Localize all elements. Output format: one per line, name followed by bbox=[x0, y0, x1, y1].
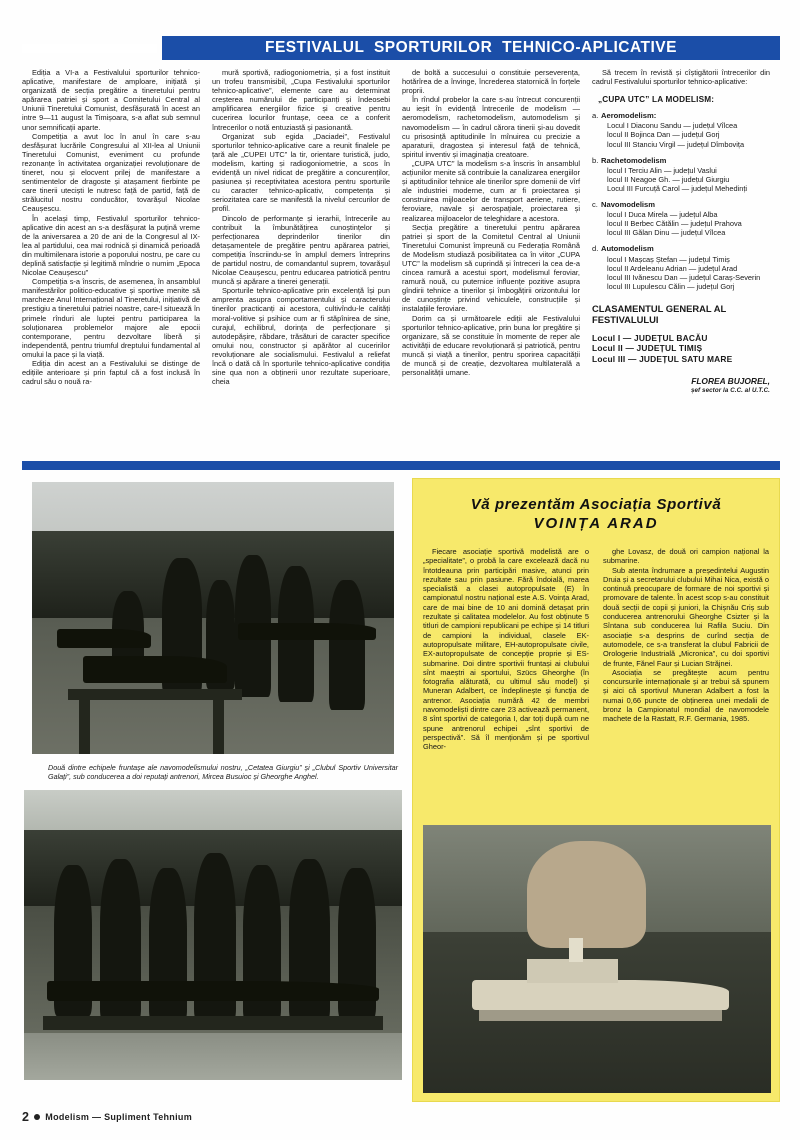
category-heading-rachetomodelism bbox=[592, 156, 770, 165]
article-byline bbox=[592, 376, 770, 396]
result-entry: locul III Gălan Dinu — județul Vîlcea bbox=[607, 228, 726, 238]
page-footer bbox=[22, 1110, 192, 1124]
photo-model-mast bbox=[569, 938, 583, 962]
result-entry: locul II Berbec Cătălin — județul Prahova bbox=[607, 219, 742, 229]
paragraph: Fiecare asociație sportivă modelistă are o „specialitate”, o probă la care excelează dacă nu întotdeauna prin participări masive, atunci prin rezultate sau prin pasiune. Fără îndoială, marea specialistă a clasei autopropulsate (E) în campionatul nostru național este A.S. Voința Arad, care de mai bine de 10 ani domină detașat prin rezultate și calitatea modelelor. Au fost obținute 5 titluri de campioni republicani pe echipe și 14 titluri de campioni la individual, clasele EK-autopropulsate militare, EH-autopropulsate civile, EX-autopropulsate de concepție proprie și ES-submarine. Doi dintre sportivii fruntași ai clubului sînt maeștri ai sportului, Szücs Gheorghe (în fotografia alăturată, cu ultimul său model) și Muneran Adalbert, ce îndeplinește și funcția de antrenor. Asociația numără 42 de membri navomodeliști dintre care 23 activează permanent, 8 sînt sportivi de categoria I, dar toți după cum ne spune antrenorul echipei „sînt sportivi de perspectivă”. Să îl menționăm și pe sportivul Gheor- bbox=[423, 547, 589, 752]
result-entry: Locul I Diaconu Sandu — județul Vîlcea bbox=[607, 121, 738, 131]
photo-model-superstructure bbox=[527, 959, 617, 983]
article-column-2 bbox=[212, 68, 390, 396]
paragraph: ghe Lovasz, de două ori campion național la submarine. bbox=[603, 547, 769, 566]
result-entry: locul III Ivănescu Dan — județul Caraș-Severin bbox=[607, 272, 761, 282]
voinita-column-left bbox=[423, 547, 589, 752]
byline-author: FLOREA BUJOREL, bbox=[691, 376, 770, 387]
result-entry: locul III Lupulescu Călin — județul Gorj bbox=[607, 281, 735, 291]
photo-table bbox=[43, 1016, 383, 1031]
paragraph: Organizat sub egida „Daciadei”, Festivalul sporturilor tehnico-aplicative care a reunit finalele pe țară ale „CUPEI UTC” la tir, orientare turistică, judo, modelism, karting și radiogoniometrie, a scos în evidență un nivel ridicat de pregătire a concurenților, pasiunea și receptivitatea acestora pentru sporturile cu caracter tehnico-aplicativ, competența și seriozitatea care se manifestă la nivelul cercurilor de profil. bbox=[212, 131, 390, 214]
results-intro: Să trecem în revistă și cîștigătorii întrecerilor din cadrul Festivalului sporturilor tehnico-aplicative: bbox=[592, 68, 770, 87]
category-heading-navomodelism bbox=[592, 200, 770, 209]
photo-model-waterline bbox=[479, 1010, 723, 1021]
paragraph: Ediția a VI-a a Festivalului sporturilor tehnico-aplicative, manifestare de amploare, inițiată și organizată de secția pregătire a tineretului pentru apărarea patriei și sport a Comitetului Central al Uniunii Tineretului Comunist, desfășurată în acest an intre 9—11 august la Timișoara, s-a aflat sub semnul unor semnificații aparte. bbox=[22, 68, 200, 132]
category-name: Aeromodelism: bbox=[601, 111, 657, 121]
photo-table-leg bbox=[79, 700, 90, 754]
footer-text: Modelism — Supliment Tehnium bbox=[45, 1112, 193, 1122]
result-entry: locul II Neagoe Gh. — județul Giurgiu bbox=[607, 174, 730, 184]
result-entry: Locul III Furcuță Carol — județul Mehedinți bbox=[607, 183, 748, 193]
paragraph: Competiția s-a înscris, de asemenea, în ansamblul manifestărilor politico-educative și sportive menite să marcheze Anul Internațional al Tineretului, inițiativă de prestigiu a tineretului patriei noastre, care-l situează în primele rînduri ale luptei pentru participarea la soluționarea problemelor majore ale epocii contemporane, pentru dezvoltare liberă și independentă, pentru triumful dreptului fundamental al omului la pace și la viață. bbox=[22, 277, 200, 359]
article-column-3 bbox=[402, 68, 580, 396]
photo-person bbox=[329, 580, 365, 711]
results-section-title: „CUPA UTC” LA MODELISM: bbox=[598, 95, 715, 105]
paragraph: Sporturile tehnico-aplicative prin excelență își pun amprenta asupra comportamentului și caracterului tinerilor practicanți ai acestora, cultivîndu-le calități moral-volitive și psihice cum ar fi stăpînirea de sine, curajul, echilibrul, dorința de perfecționare și autodepășire, răbdare, trăsături de caracter specifice omului nou, constructor și apărător al cuceririlor revoluționare ale socialismului. Festivalul a reliefat încă o dată că în sporturile tehnico-aplicative condiția sine qua non a obținerii unor rezultate superioare, cheia bbox=[212, 286, 390, 387]
photo-ship-model bbox=[83, 656, 228, 683]
byline-role: șef sector la C.C. al U.T.C. bbox=[690, 387, 770, 395]
result-entry: locul II Ardeleanu Adrian — județul Arad bbox=[607, 263, 738, 273]
voinita-arad-panel bbox=[412, 478, 780, 1102]
page-number: 2 bbox=[22, 1110, 30, 1124]
general-ranking-title: CLASAMENTUL GENERAL AL FESTIVALULUI bbox=[592, 302, 727, 325]
category-name: Navomodelism bbox=[601, 200, 656, 210]
category-name: Automodelism bbox=[601, 244, 654, 254]
title-line-1: Vă prezentăm Asociația Sportivă bbox=[470, 496, 722, 513]
bottom-section bbox=[22, 472, 780, 1102]
section-divider-bar bbox=[22, 461, 780, 470]
category-letter: b. bbox=[592, 155, 599, 165]
category-letter: d. bbox=[592, 244, 599, 254]
bullet-icon bbox=[34, 1114, 40, 1120]
paragraph: mură sportivă, radiogoniometria, și a fost instituit un trofeu transmisibil, „Cupa Festivalului sporturilor tehnico-aplicative”, elemente care au determinat creșterea numărului de participanți și îndeosebi amplificarea energiilor fizice și creative pentru cucerirea locurilor fruntașe, ceea ce a conferit întrecerilor o notă entuziastă și pasionantă. bbox=[212, 68, 390, 132]
photo-submarine-model bbox=[423, 825, 771, 1093]
photo-team-with-models bbox=[24, 790, 402, 1080]
photo-caption: Două dintre echipele fruntașe ale navomodelismului nostru, „Cetatea Giurgiu” și „Clubul Sportiv Universitar Galați”, sub conducerea a doi reputați antrenori, Mircea Busuioc și Gheorghe Anghel. bbox=[48, 763, 398, 782]
photo-ship-model bbox=[238, 623, 376, 639]
paragraph: de boltă a succesului o constituie perseverența, hotărîrea de a învinge, încrederea statornică în forțele proprii. bbox=[402, 68, 580, 96]
result-entry: locul II Bojinca Dan — județul Gorj bbox=[607, 130, 720, 140]
photo-navomodelism-teams bbox=[32, 482, 394, 754]
photo-ship-model bbox=[57, 629, 151, 648]
ranking-row: Locul III — JUDEȚUL SATU MARE bbox=[592, 353, 733, 364]
banner-left-stub bbox=[22, 44, 157, 53]
paragraph: Competiția a avut loc în anul în care s-au desfășurat lucrările Congresului al XII-lea al Uniunii Tineretului Comunist, eveniment cu profunde rezonanțe în activitatea organizației revoluționare de tineret, nou și elocvent prilej de manifestare a sentimentelor de dragoste și atașament fierbinte pe care tinerii uteciști le nutresc față de partid, față de strălucitul nostru conducător, tovarășul Nicolae Ceaușescu. bbox=[22, 131, 200, 214]
photo-water bbox=[24, 1033, 402, 1079]
ranking-row: Locul I — JUDEȚUL BACĂU bbox=[592, 332, 708, 343]
photo-table bbox=[68, 689, 242, 700]
paragraph: Sub atenta îndrumare a președintelui Augustin Druia și a secretarului clubului Mihai Nica, există o continuă preocupare de formare de noi sportivi și promovare de talente. În acest scop s-au constituit două secții de copii și juniori, la Chișnău Criș sub conducerea antrenorului Gheorghe Csizter și la Sîntana sub conducerea lui Rafila Suciu. Din asociație s-a desprins de curînd secția de automodele, ce s-a transferat la clubul Fabricii de Orologerie Industrială „Micronica”, cu doi sportivi de frunte, Fănel Faur și Lucian Străjnei. bbox=[603, 565, 769, 668]
voinita-arad-columns bbox=[423, 547, 769, 752]
result-entry: locul I Mașcaș Ștefan — județul Timiș bbox=[607, 254, 730, 264]
paragraph: Asociația se pregătește acum pentru concursurile internaționale și ar trebui să spunem și aici că sportivul Muneran Adalbert a fost la numai 0,66 puncte de obținerea unei medalii de bronz la Campionatul mondial de navomodele machete de la Rastatt, R.F. Germania, 1985. bbox=[603, 667, 769, 724]
voinita-arad-title bbox=[423, 495, 769, 533]
paragraph: Secția pregătire a tineretului pentru apărarea patriei și sport de la Comitetul Central al Uniunii Tineretului Comunist împreună cu Federația Română de Modelism studiază posibilitatea ca în viitor „CUPA UTC” la modelism să cuprindă și întreceri la cea de-a cincea ramură a acestui sport, modelismul feroviar, ramură nouă, cu puternice influențe pozitive asupra gîndirii tehnice a tinerilor și îmbogățirii orizontului lor de cunoștințe privind vehiculele, construcțiile și instalațiile feroviare. bbox=[402, 222, 580, 314]
photo-table-leg bbox=[213, 700, 224, 754]
title-line-2: VOINȚA ARAD bbox=[533, 515, 659, 532]
voinita-column-right bbox=[603, 547, 769, 752]
photo-model-hull bbox=[472, 980, 730, 1009]
paragraph: Dincolo de performanțe și ierarhii, întrecerile au contribuit la îmbunătățirea cunoștințelor și perfecționarea deprinderilor tinerilor din detașamentele de pregătire pentru apărarea patriei, competiția înscriindu-se în amplul demers întreprins de partidul nostru, de comandantul suprem, tovarășul Nicolae Ceaușescu, pentru educarea patriotică pentru muncă și apărare a tinerei generații. bbox=[212, 213, 390, 287]
paragraph: Dorim ca și următoarele ediții ale Festivalului sporturilor tehnico-aplicative, prin buna lor pregătire și organizare, să se constituie în momente de reper ale activității de educare revoluționară și patriotică, pentru muncă și viață a tinerilor, pentru sporirea capacității de muncă și de creație, dezvoltarea multilaterală a personalității umane. bbox=[402, 313, 580, 378]
category-heading-aeromodelism bbox=[592, 111, 770, 120]
result-entry: locul I Terciu Alin — județul Vaslui bbox=[607, 165, 717, 175]
paragraph: „CUPA UTC” la modelism s-a înscris în ansamblul acțiunilor menite să contribuie la canalizarea energiilor și aptitudinilor tehnice ale tinerilor spre domenii de vîrf ale industriei moderne, cum ar fi proiectarea și construirea mijloacelor de transport aeriene, rutiere, feroviare, navale și aerospațiale, proiectarea și realizarea mijloacelor de teleghidare a acestora. bbox=[402, 158, 580, 223]
category-name: Rachetomodelism bbox=[601, 155, 667, 165]
photo-hand bbox=[527, 841, 645, 948]
ranking-row: Locul II — JUDEȚUL TIMIȘ bbox=[592, 343, 703, 354]
category-letter: c. bbox=[592, 200, 598, 210]
article-column-4-results bbox=[592, 68, 770, 396]
photo-ship-model bbox=[47, 981, 380, 1001]
page-title: FESTIVALUL SPORTURILOR TEHNICO-APLICATIVE bbox=[162, 36, 780, 60]
top-article bbox=[22, 68, 780, 396]
category-heading-automodelism bbox=[592, 244, 770, 253]
result-entry: locul I Duca Mirela — județul Alba bbox=[607, 210, 718, 220]
paragraph: În același timp, Festivalul sporturilor tehnico-aplicative din acest an s-a desfășurat la puțină vreme de la aniversarea a 20 de ani de la Congresul al IX-lea al partidului, cea mai rodnică și dinamică perioadă din multimilenara istorie a poporului nostru, pe care cu deplină satisfacție și legitimă mîndrie o numim „Epoca Nicolae Ceaușescu” bbox=[22, 213, 200, 278]
photo-column bbox=[22, 472, 406, 1080]
paragraph: Ediția din acest an a Festivalului se distinge de edițiile anterioare și prin faptul că a fost inclusă în cadrul său o nouă ra- bbox=[22, 359, 200, 387]
article-column-1 bbox=[22, 68, 200, 396]
category-letter: a. bbox=[592, 111, 599, 121]
result-entry: locul III Stanciu Virgil — județul Dîmbovița bbox=[607, 139, 745, 149]
paragraph: În rîndul probelor la care s-au întrecut concurenții au ieșit în evidență întrecerile de modelism — aeromodelism, rachetomodelism, automodelism și navomodelism — în cadrul cărora tinerii și-au dovedit cu prisosință aptitudinile în mînuirea cu precizie a aparaturii, dragostea și interesul față de tehnică, spiritul inventiv și imaginația creatoare. bbox=[402, 95, 580, 159]
banner-area bbox=[22, 36, 780, 60]
